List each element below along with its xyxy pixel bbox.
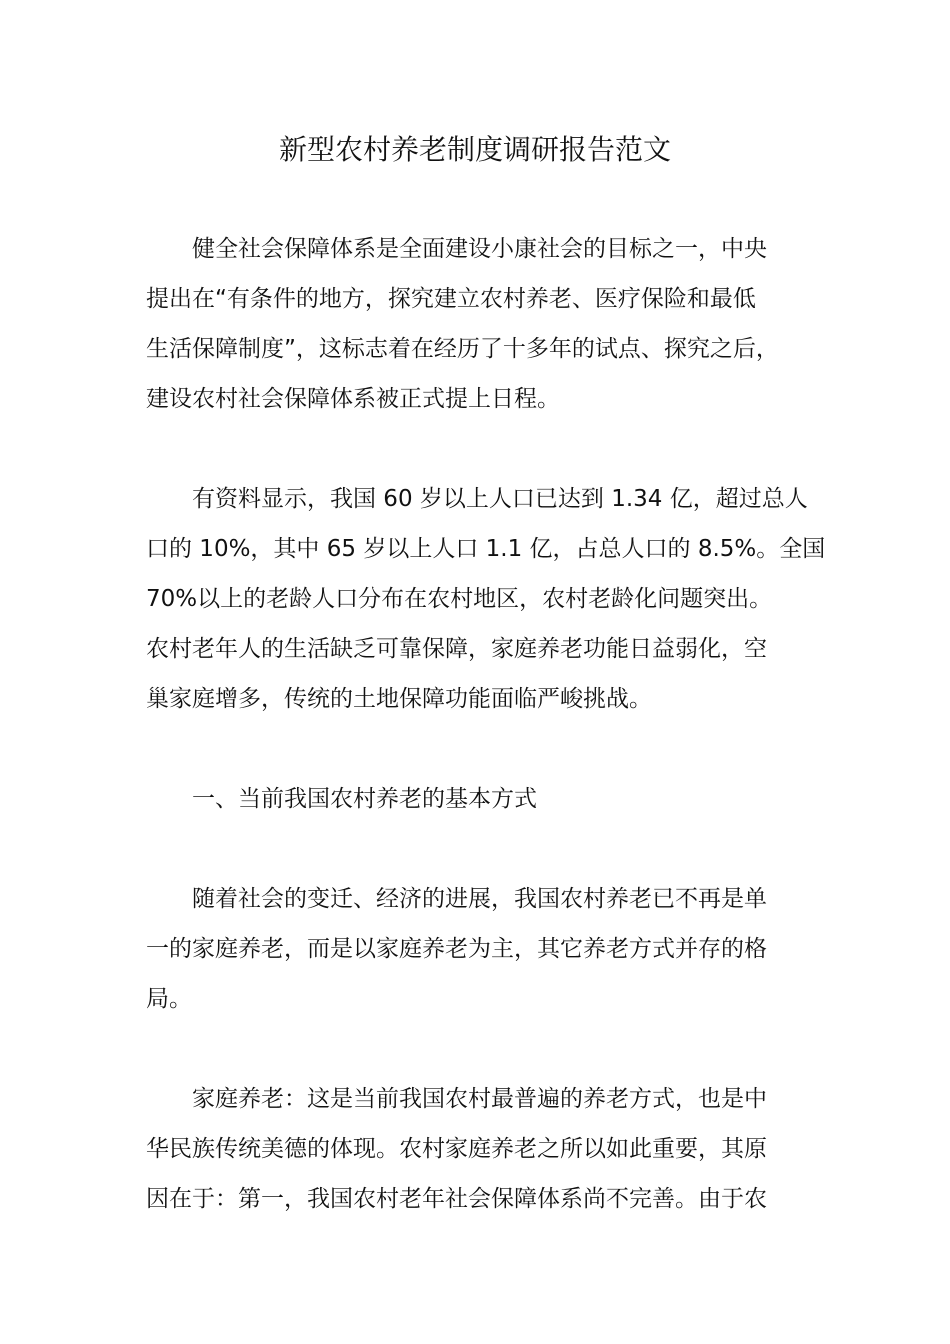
paragraph-4 (146, 1074, 826, 1224)
paragraph-line: 农村老年人的生活缺乏可靠保障，家庭养老功能日益弱化，空 (146, 636, 767, 662)
paragraph-line: 一的家庭养老，而是以家庭养老为主，其它养老方式并存的格 (146, 936, 767, 962)
paragraph-line: 70%以上的老龄人口分布在农村地区，农村老龄化问题突出。 (146, 586, 773, 612)
paragraph-line: 华民族传统美德的体现。农村家庭养老之所以如此重要，其原 (146, 1136, 767, 1162)
paragraph-3 (146, 874, 826, 1024)
paragraph-line: 有资料显示，我国 60 岁以上人口已达到 1.34 亿，超过总人 (192, 486, 808, 512)
paragraph-line: 巢家庭增多，传统的土地保障功能面临严峻挑战。 (146, 686, 652, 712)
document-title: 新型农村养老制度调研报告范文 (278, 133, 671, 166)
paragraph-line: 提出在“有条件的地方，探究建立农村养老、医疗保险和最低 (146, 286, 756, 312)
section-heading (146, 774, 826, 824)
paragraph-line: 健全社会保障体系是全面建设小康社会的目标之一，中央 (192, 236, 767, 262)
paragraph-line: 家庭养老：这是当前我国农村最普遍的养老方式，也是中 (192, 1086, 767, 1112)
paragraph-line: 生活保障制度”，这标志着在经历了十多年的试点、探究之后， (146, 336, 779, 362)
paragraph-2 (146, 474, 826, 724)
paragraph-1 (146, 224, 826, 424)
paragraph-line: 随着社会的变迁、经济的进展，我国农村养老已不再是单 (192, 886, 767, 912)
section-heading-text: 一、当前我国农村养老的基本方式 (192, 786, 537, 812)
paragraph-line: 口的 10%，其中 65 岁以上人口 1.1 亿，占总人口的 8.5%。全国 (146, 536, 826, 562)
paragraph-line: 局。 (146, 986, 192, 1012)
paragraph-line: 因在于：第一，我国农村老年社会保障体系尚不完善。由于农 (146, 1186, 767, 1212)
paragraph-line: 建设农村社会保障体系被正式提上日程。 (146, 386, 560, 412)
